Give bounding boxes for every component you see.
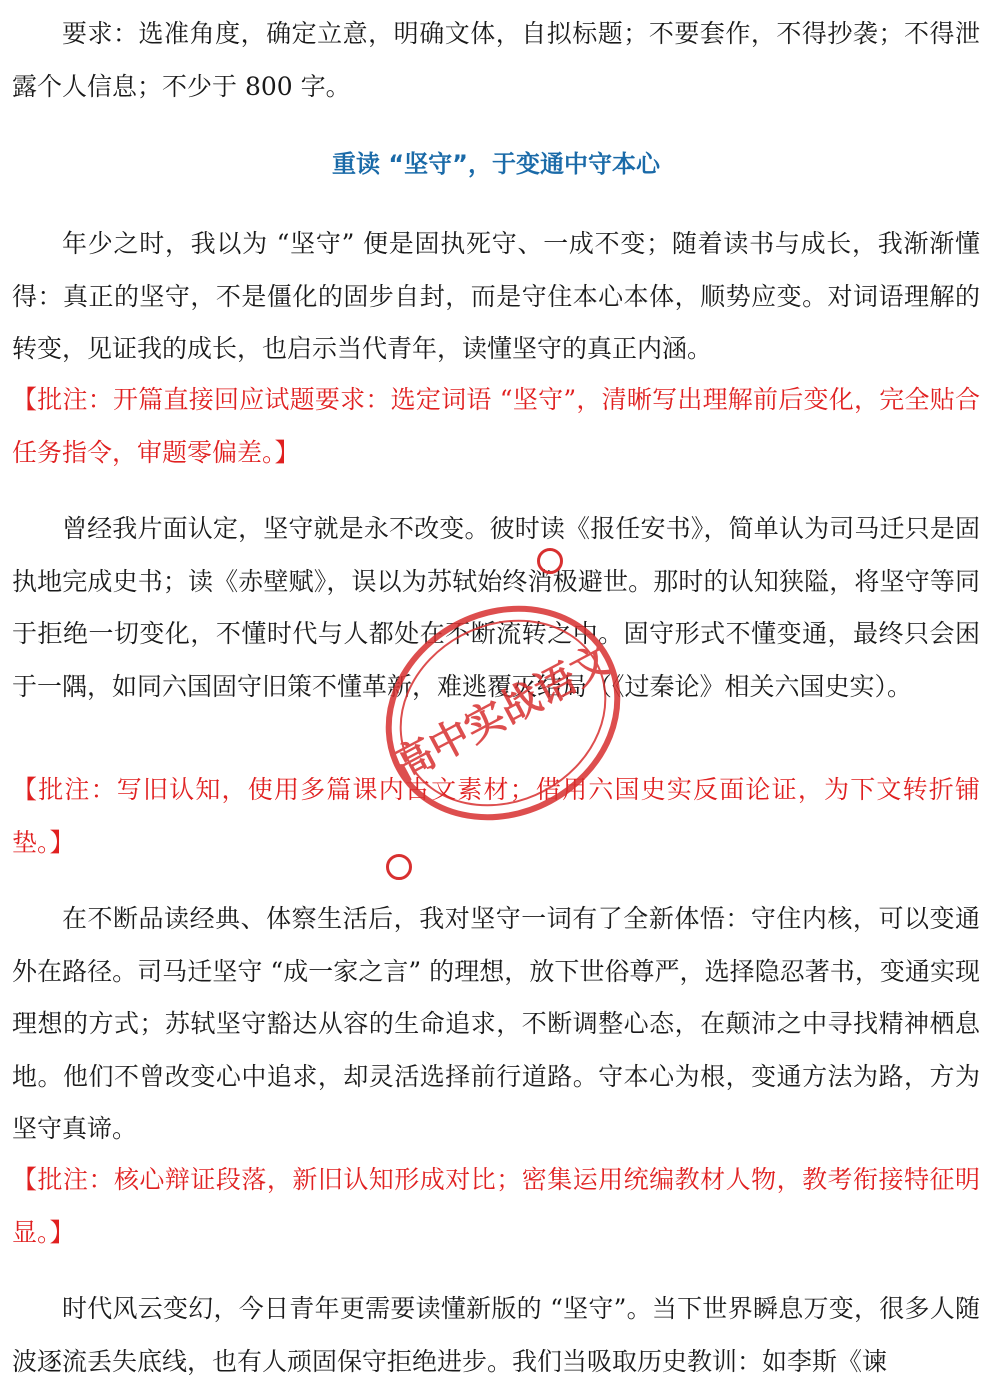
stamp-text: 高中实战语文 bbox=[386, 636, 620, 790]
annotation-1: 【批注：开篇直接回应试题要求：选定词语 “坚守”，清晰写出理解前后变化，完全贴合任务指令，审题零偏差。】 bbox=[12, 385, 980, 467]
essay-title: 重读 “坚守”，于变通中守本心 bbox=[332, 150, 660, 178]
annotation-3: 【批注：核心辩证段落，新旧认知形成对比；密集运用统编教材人物，教考衔接特征明显。】 bbox=[12, 1165, 980, 1247]
body-paragraph-1: 年少之时，我以为 “坚守” 便是固执死守、一成不变；随着读书与成长，我渐渐懂得：真正的坚守，不是僵化的固步自封，而是守住本心本体，顺势应变。对词语理解的转变，见证我的成长，也启示当代青年，读懂坚守的真正内涵。 bbox=[12, 229, 980, 363]
annotation-2: 【批注：写旧认知，使用多篇课内古文素材；借用六国史实反面论证，为下文转折铺垫。】 bbox=[12, 775, 980, 857]
watermark-circle-mark bbox=[386, 854, 412, 880]
body-paragraph-4: 时代风云变幻，今日青年更需要读懂新版的 “坚守”。当下世界瞬息万变，很多人随波逐流丢失底线，也有人顽固保守拒绝进步。我们当吸取历史教训：如李斯《谏 bbox=[12, 1294, 980, 1376]
watermark-circle-mark bbox=[537, 548, 563, 574]
body-paragraph-2: 曾经我片面认定，坚守就是永不改变。彼时读《报任安书》，简单认为司马迁只是固执地完成史书；读《赤壁赋》，误以为苏轼始终消极避世。那时的认知狭隘，将坚守等同于拒绝一切变化，不懂时代与人都处在不断流转之中。固守形式不懂变通，最终只会困于一隅，如同六国固守旧策不懂革新，难逃覆灭结局（《过秦论》相关六国史实）。 bbox=[12, 514, 980, 701]
requirements-paragraph: 要求：选准角度，确定立意，明确文体，自拟标题；不要套作，不得抄袭；不得泄露个人信息；不少于 800 字。 bbox=[12, 19, 980, 101]
body-paragraph-3: 在不断品读经典、体察生活后，我对坚守一词有了全新体悟：守住内核，可以变通外在路径。司马迁坚守 “成一家之言” 的理想，放下世俗尊严，选择隐忍著书，变通实现理想的方式；苏轼坚守豁达从容的生命追求，不断调整心态，在颠沛之中寻找精神栖息地。他们不曾改变心中追求，却灵活选择前行道路。守本心为根，变通方法为路，方为坚守真谛。 bbox=[12, 904, 980, 1143]
